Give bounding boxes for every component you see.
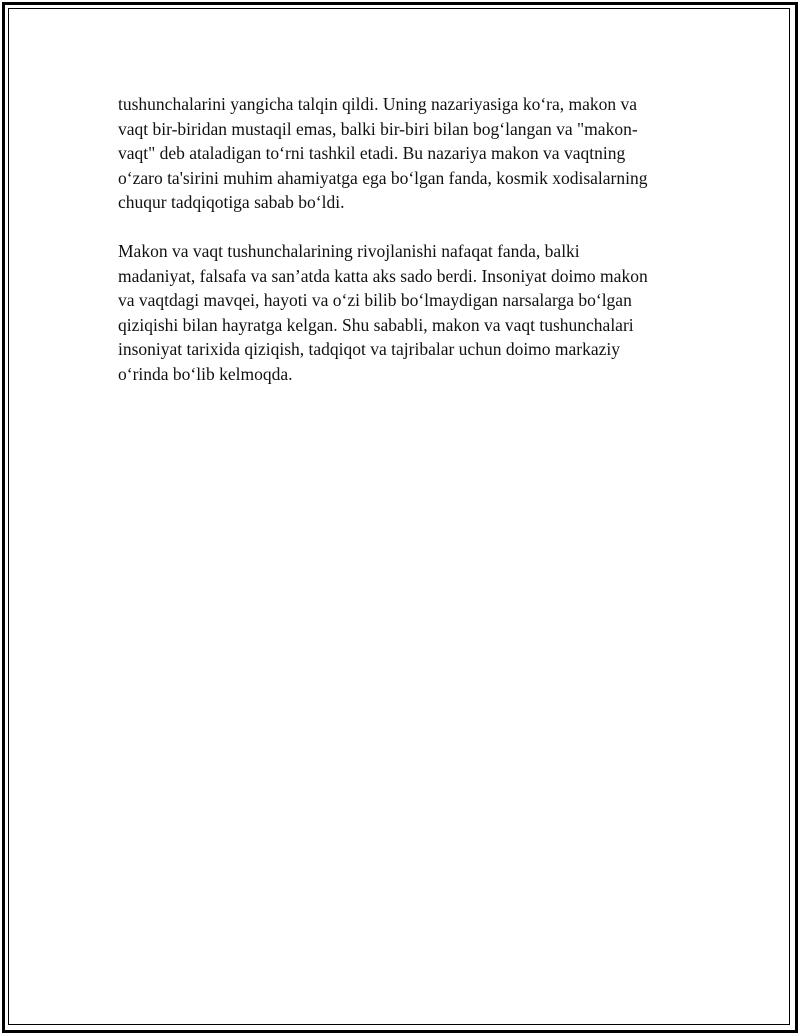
paragraph-1: tushunchalarini yangicha talqin qildi. Uning nazariyasiga ko‘ra, makon va vaqt bir-biridan mustaqil emas, balki bir-biri bilan bog‘langan va "makon- vaqt" deb ataladigan to‘rni tashkil etadi. Bu nazariya makon va vaqtning o‘zaro ta'sirini muhim ahamiyatga ega bo‘lgan fanda, kosmik xodisalarning chuqur tadqiqotiga sabab bo‘ldi. — [118, 94, 648, 212]
paragraph-2: Makon va vaqt tushunchalarining rivojlanishi nafaqat fanda, balki madaniyat, falsafa va san’atda katta aks sado berdi. Insoniyat doimo makon va vaqtdagi mavqei, hayoti va o‘zi bilib bo‘lmaydigan narsalarga bo‘lgan qiziqishi bilan hayratga kelgan. Shu sababli, makon va vaqt tushunchalari insoniyat tarixida qiziqish, tadqiqot va tajribalar uchun doimo markaziy o‘rinda bo‘lib kelmoqda. — [118, 241, 648, 384]
document-body — [118, 92, 688, 411]
